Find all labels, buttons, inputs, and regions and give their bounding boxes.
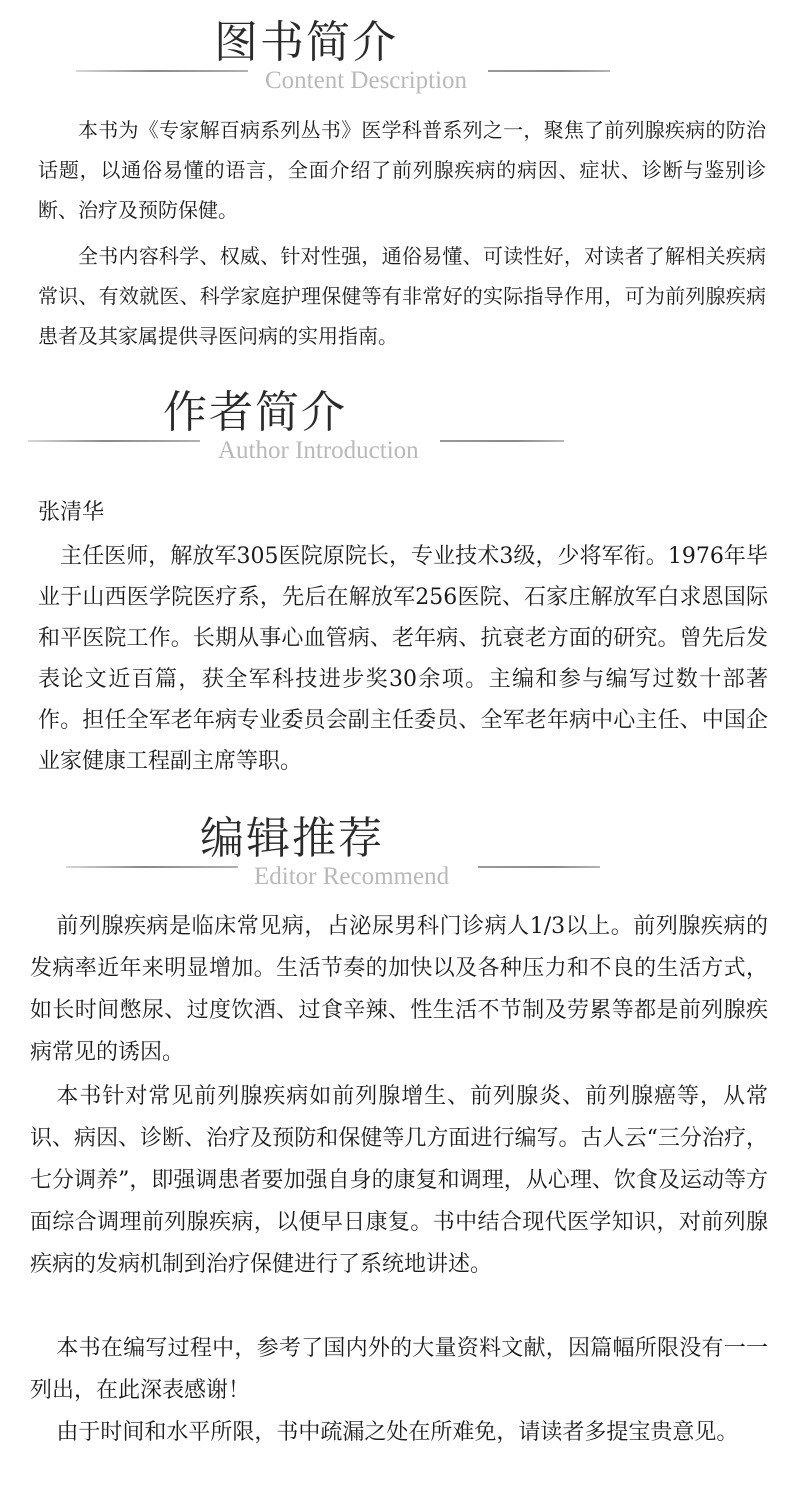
header-rule-right — [478, 866, 600, 868]
header-rule-left — [66, 866, 238, 868]
section-subtitle: Editor Recommend — [254, 863, 450, 890]
section-title: 作者简介 — [163, 387, 347, 438]
editor-recommend-header — [0, 806, 800, 896]
content-description-header — [0, 10, 800, 100]
header-rule-left — [76, 70, 248, 72]
author-name: 张清华 — [38, 500, 105, 525]
editor-paragraph: 本书在编写过程中，参考了国内外的大量资料文献，因篇幅所限没有一一列出，在此深表感谢！ — [30, 1336, 768, 1403]
header-rule-left — [28, 440, 200, 442]
section-title: 图书简介 — [214, 17, 398, 68]
author-bio: 主任医师，解放军305医院原院长，专业技术3级，少将军衔。1976年毕业于山西医学院医疗系，先后在解放军256医院、石家庄解放军白求恩国际和平医院工作。长期从事心血管病、老年病、抗衰老方面的研究。曾先后发表论文近百篇，获全军科技进步奖30余项。主编和参与编写过数十部著作。担任全军老年病专业委员会副主任委员、全军老年病中心主任、中国企业家健康工程副主席等职。 — [38, 544, 768, 774]
content-paragraph: 本书为《专家解百病系列丛书》医学科普系列之一，聚焦了前列腺疾病的防治话题，以通俗易懂的语言，全面介绍了前列腺疾病的病因、症状、诊断与鉴别诊断、治疗及预防保健。 — [38, 118, 766, 222]
section-title: 编辑推荐 — [200, 813, 384, 864]
author-introduction-header — [0, 380, 800, 470]
section-subtitle: Author Introduction — [218, 437, 419, 464]
section-subtitle: Content Description — [265, 67, 468, 94]
header-rule-right — [440, 440, 564, 442]
content-paragraph: 全书内容科学、权威、针对性强，通俗易懂、可读性好，对读者了解相关疾病常识、有效就医、科学家庭护理保健等有非常好的实际指导作用，可为前列腺疾病患者及其家属提供寻医问病的实用指南。 — [38, 244, 766, 348]
editor-paragraph: 由于时间和水平所限，书中疏漏之处在所难免，请读者多提宝贵意见。 — [56, 1420, 739, 1445]
editor-paragraph: 前列腺疾病是临床常见病，占泌尿男科门诊病人1/3以上。前列腺疾病的发病率近年来明显增加。生活节奏的加快以及各种压力和不良的生活方式，如长时间憋尿、过度饮酒、过食辛辣、性生活不节制及劳累等都是前列腺疾病常见的诱因。 — [30, 914, 768, 1065]
header-rule-right — [488, 70, 610, 72]
editor-paragraph: 本书针对常见前列腺疾病如前列腺增生、前列腺炎、前列腺癌等，从常识、病因、诊断、治疗及预防和保健等几方面进行编写。古人云“三分治疗，七分调养”，即强调患者要加强自身的康复和调理，从心理、饮食及运动等方面综合调理前列腺疾病，以便早日康复。书中结合现代医学知识，对前列腺疾病的发病机制到治疗保健进行了系统地讲述。 — [30, 1084, 768, 1277]
